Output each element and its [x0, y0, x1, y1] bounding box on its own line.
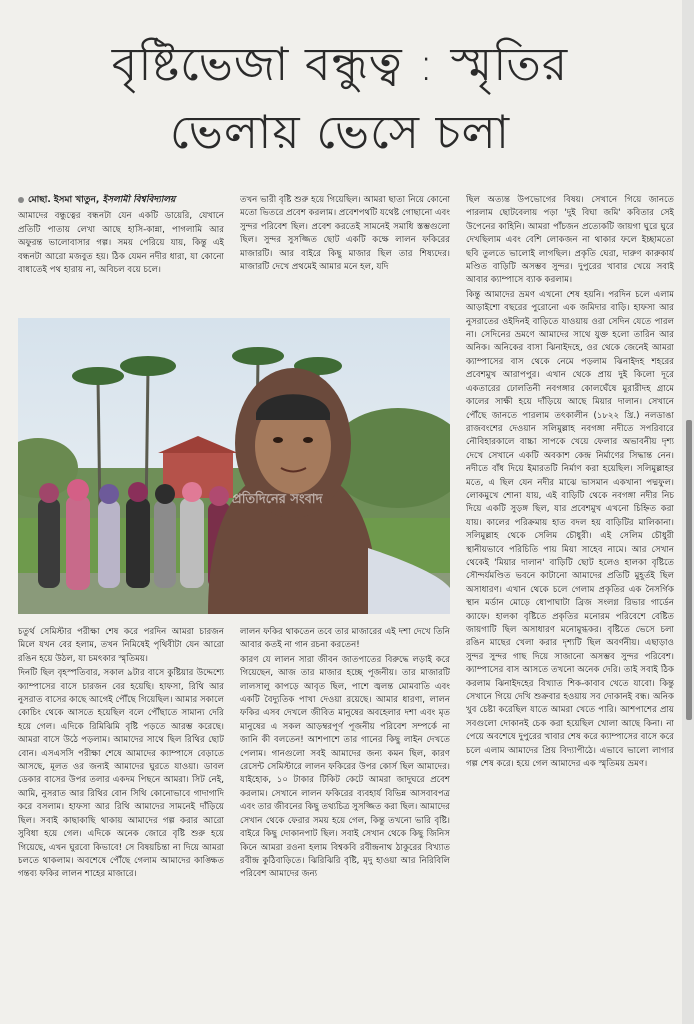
group-selfie-illustration: [18, 318, 450, 614]
article-headline: [40, 30, 640, 166]
headline-line-1: বৃষ্টিভেজা বন্ধুত্ব : স্মৃতির: [111, 37, 569, 91]
column-1-top: [18, 194, 224, 310]
column-2-top: [240, 194, 450, 310]
scrollbar-thumb[interactable]: [686, 420, 692, 720]
paragraph: আমাদের বন্ধুত্বের বন্ধনটা যেন একটি ডায়েরি, যেখানে প্রতিটি পাতায় লেখা আছে হাসি-কান্না, পাগলামি আর অফুরন্ত ভালোবাসার গল্প। সময় পেরিয়ে যায়, কিন্তু এই বন্ধনটা আরো মজবুত হয়। ঠিক যেমন নদীর ধারা, যা কোনো বাধাতেই পথ হারায় না, অবিচল বয়ে চলে।: [18, 211, 224, 276]
paragraph: কারণ যে লালন সারা জীবন জাতপাতের বিরুদ্ধে লড়াই করে গিয়েছেন, আজ তার মাজার হচ্ছে পূজনীয়। তার মাজারটি লালসালু কাপড়ে আবৃত ছিল, পাশে জ্বলন্ত মোমবাতি এবং একটি বৈদ্যুতিক পাখা দেওয়া রয়েছে। আমার ধারণা, লালন ফকির এসব দেখলে জীবিত মানুষের অবহেলার দশা এবং মৃত মানুষের এ সকল আড়ম্বরপূর্ণ পূজনীয় পরিবেশ সম্পর্কে না জানি কী বলতেন! আশপাশে তার গানের কিছু লাইন দেখতে পেলাম। গানগুলো সবই আমাদের জন্য কমন ছিল, কারণ রেসেন্ট সেমিস্টারে লালন ফকিরের উপর কোর্স ছিল আমাদের। যাইহোক, ১০ টাকার টিকিট কেটে আমরা জাদুঘরে প্রবেশ করলাম। সেখানে লালন ফকিরের ব্যবহার্য বিভিন্ন আসবাবপত্র এবং তার জীবনের কিছু তথ্যচিত্র সুসজ্জিত করা ছিল। আমাদের সেখান থেকে ফেরার সময় হয়ে গেল, কিন্তু তখনো ভারি বৃষ্টি। বাইরে কিছু দোকানপাট ছিল। সবাই সেখান থেকে কিছু জিনিস কিনে আমরা রওনা হলাম বিশ্বকবি রবীন্দ্রনাথ ঠাকুরের বিখ্যাত রবীন্দ্র কুঠিবাড়িতে। ঝিরিঝিরি বৃষ্টি, মৃদু হাওয়া আর নিরিবিলি পরিবেশ আমাদের জন্য: [240, 654, 450, 880]
bullet-icon: [18, 197, 24, 203]
byline: [18, 194, 224, 207]
headline-line-2: ভেলায় ভেসে চলা: [169, 105, 511, 159]
paragraph: দিনটি ছিল বৃহস্পতিবার, সকাল ৯টার বাসে কুষ্টিয়ার উদ্দেশ্যে ক্যাম্পাসের বাসে চারজন বের হয়েছি। হাফসা, রিথি আর নুসরাত বাসের কাছে আগেই পৌঁছে গিয়েছিল। আমার সকালে কোচিং থেকে আসতে হয়েছিল বলে পৌঁছাতে সামান্য দেরি হয়ে গেল। এদিকে রিমিঝিমি বৃষ্টি পড়তে আরম্ভ করেছে। আমরা বাসে উঠে পড়লাম। আমাদের সাথে ছিল রিথির ছোট বোন। এসএসসি পরীক্ষা শেষে আমাদের ক্যাম্পাসে বেড়াতে আসছে, মূলত ওর জন্যই আমাদের ঘুরতে যাওয়া। ডাবল ডেকার বাসের উপর তলার একদম পিছনে আমরা। সিট নেই, আমি, নুসরাত আর রিথির বোন সিথি কোনোভাবে গাদাগাদি করে বসলাম। হাফসা আর রিথি আমাদের সামনেই দাঁড়িয়ে ছিল। সবাই কাছাকাছি থাকায় আমাদের গল্প করার আরো সুবিধা হয়ে গেল। এদিকে অনেক জোরে বৃষ্টি শুরু হয়ে গিয়েছে, এখন ঘুরবো কিভাবে! সে বিষয়চিন্তা না দিয়ে আমরা চলতে থাকলাম। অবশেষে পৌঁছে গেলাম আমাদের কাঙ্ক্ষিত গন্তব্য ফকির লালন শাহের মাজারে।: [18, 668, 224, 880]
paragraph: চতুর্থ সেমিস্টার পরীক্ষা শেষ করে পরদিন আমরা চারজন মিলে যখন বের হলাম, তখন নিমিষেই পৃথিবীটা যেন আরো রঙিন হয়ে উঠল, যা চমৎকার স্মৃতিময়।: [18, 627, 224, 664]
paragraph: লালন ফকির থাকতেন তবে তার মাজারের এই দশা দেখে তিনি আবার কতই না গান রচনা করতেন!: [240, 627, 450, 651]
watermark-text: প্রতিদিনের সংবাদ: [232, 492, 323, 507]
column-2-bottom: [240, 626, 450, 1010]
paragraph: কিন্তু আমাদের ভ্রমণ এখনো শেষ হয়নি। পরদিন চলে এলাম আড়াইশো বছরের পুরোনো এক জমিদার বাড়ি। হাফসা আর নুসরাতের ওইদিনই বাড়িতে যাওয়ায় ওরা সেদিন যেতে পারল না। সেদিনের ভ্রমণে আমাদের সাথে যুক্ত হলো তারিন আর অনিক। অনিকের বাসা ঝিনাইদহে, ওর থেকে জেনেই আমরা ক্যাম্পাসের বাস থেকে নেমে পড়লাম ঝিনাইদহ শহরের প্রবেশমুখ আরাপপুর। এখান থেকে প্রায় দুই কিলো দূরে একতারের ঢোলতিনী নবগঙ্গার কোলঘেঁষে মুরারীদহ গ্রামে কালের সাক্ষী হয়ে দাঁড়িয়ে আছে মিয়ার দালান। সেখানে পৌঁছে জানতে পারলাম তৎকালীন (১৮২২ খ্রি.) নলডাঙা রাজবংশের দেওয়ান সলিমুল্লাহ নবগঙ্গা নদীতে সপরিবারে নৌবিহারকালে বাচ্চা সাপকে খেয়ে ফেলার অভাবনীয় দৃশ্য দেখে সেখানে একটি অবকাশ কেন্দ্র নির্মাণের সিদ্ধান্ত নেন। নদীতে বাঁধ দিয়ে ইমারতটি নির্মাণ করা হয়েছিল। সলিমুল্লাহর মতে, এ ছিল যেন নদীর মাঝে ভাসমান একখানা পদ্মফুল। লোকমুখে শোনা যায়, এই বাড়িটি থেকে নবগঙ্গা নদীর নিচ দিয়ে একটি সুড়ঙ্গ ছিল, যার প্রবেশমুখ এখনো চিহ্নিত করা যায়। কালের পরিক্রমায় হাত বদল হয় বাড়িটির মালিকানা। সলিমুল্লাহ থেকে সেলিম চৌধুরী। এই সেলিম চৌধুরী স্থানীয়ভাবে পরিচিতি পায় মিয়া সাহেব নামে। আর সেখান থেকেই 'মিয়ার দালান' বাড়িটি ছোট হলেও হালকা বৃষ্টিতে সৌন্দর্যমণ্ডিত ভবনে কাটানো আমাদের প্রতিটি মুহূর্তই ছিল অসাধারণ। এখান থেকে চলে গেলাম প্রকৃতির এক নৈসর্গিক স্থান মর্ডান মোড়ে ধোপাঘাটা ব্রিজ সংলগ্ন রিভার গার্ডেন ক্যাফে। হালকা বৃষ্টিতে প্রকৃতির মনোরম পরিবেশে বেষ্টিত জায়গাটি ছিল অসাধারণ মনোমুগ্ধকর। বৃষ্টিতে ভেসে চলা রঙিন মাছের খেলা করার দৃশ্যটি ছিল অবর্ণনীয়। এছাড়াও সুন্দর সুন্দর গাছ দিয়ে সাজানো অসম্ভব সুন্দর পরিবেশ। ক্যাম্পাসের বাস আসতে তখনো অনেক দেরি। তাই সবাই ঠিক করলাম ঝিনাইদহের বিখ্যাত শিক-কাবাব খেতে যাবো। কিন্তু সেখানে গিয়ে দেখি শুক্রবার হওয়ায় সব দোকানই বন্ধ। অনিক খুব চেষ্টা করেছিল যাতে আমরা খেতে পারি। আশপাশের প্রায় সবগুলো দোকানই চেক করা হয়েছিল খোলা আছে কিনা। না পেয়ে অবশেষে দুপুরের খাবার শেষ করে ক্যাম্পাসের বাসে করে চলে এলাম আমাদের প্রিয় বিদ্যাপীঠে। এভাবে ভালো লাগার গল্প শেষ করে। হয়ে গেল আমাদের এক স্মৃতিময় ভ্রমণ।: [466, 289, 674, 770]
paragraph: ছিল অত্যন্ত উপভোগের বিষয়। সেখানে গিয়ে জানতে পারলাম ছোটবেলায় পড়া 'দুই বিঘা জমি' কবিতার সেই উপেনের কাহিনি। আমরা পাঁচজন প্রত্যেকটি জায়গা ঘুরে ঘুরে দেখছিলাম এবং বেশি লোকজন না থাকার ফলে ইচ্ছামতো ছবি তুলতে ভালোই লাগছিল। প্রকৃতি ঘেরা, দারুণ কারুকার্য মণ্ডিত বাড়িটি অসম্ভব সুন্দর। দুপুরের খাবার খেয়ে সবাই আবার ক্যাম্পাসে ব্যাক করলাম।: [466, 195, 674, 286]
article-photo: [18, 318, 450, 614]
column-3: [466, 194, 674, 1009]
author-institution: ইসলামী বিশ্ববিদ্যালয়: [102, 195, 176, 205]
column-1-bottom: [18, 626, 224, 1010]
author-name: মোছা. ইসমা খাতুন,: [28, 195, 100, 205]
paragraph: তখন ভারী বৃষ্টি শুরু হয়ে গিয়েছিল। আমরা ছাতা নিয়ে কোনো মতো ভিতরে প্রবেশ করলাম। প্রবেশপথটি যথেষ্ট গোছানো এবং সুন্দর পরিবেশ ছিল। প্রবেশ করতেই সামনেই সমাধি স্তম্ভগুলো ছিল। সুন্দর সুসজ্জিত ছোট একটি কক্ষে লালন ফকিরের মাজারটি। আর বাইরে কিছু মাজার ছিল তার শিষ্যদের। মাজারটি দেখে প্রথমেই আমার মনে হল, যদি: [240, 195, 450, 273]
